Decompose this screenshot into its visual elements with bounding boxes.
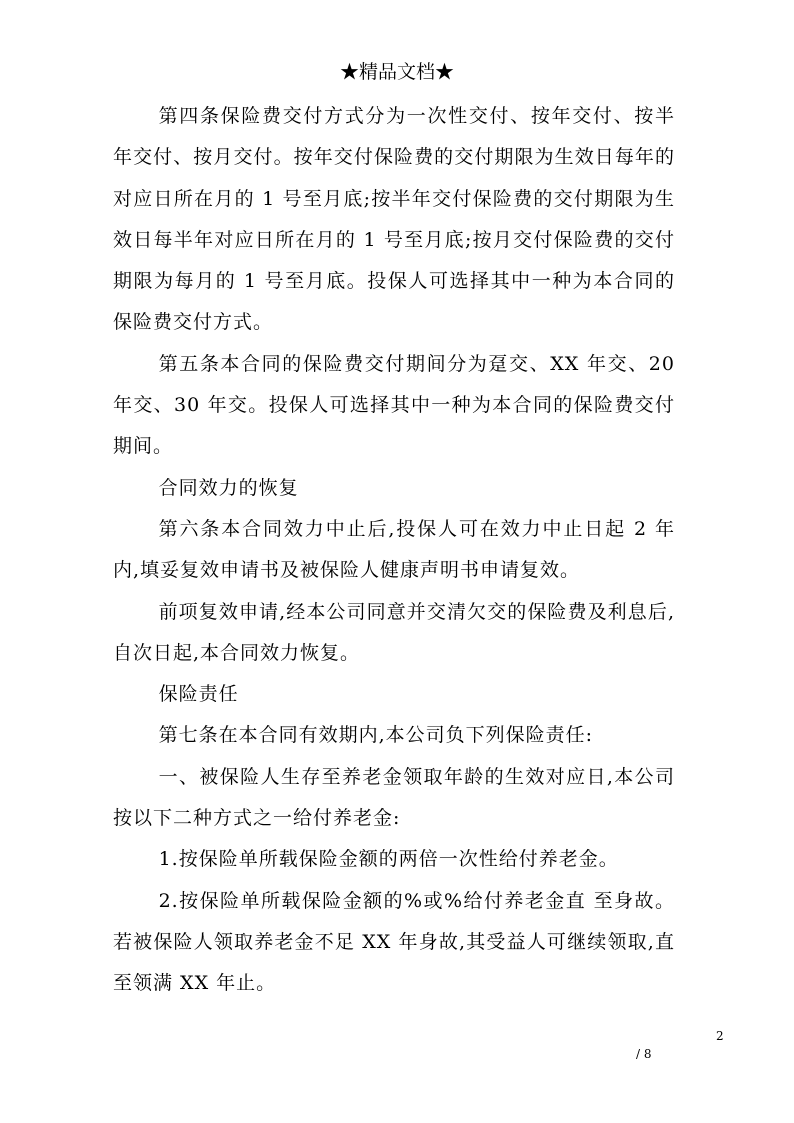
paragraph-option-2: 2.按保险单所载保险金额的%或%给付养老金直 至身故。若被保险人领取养老金不足 XX 年身故,其受益人可继续领取,直至领满 XX 年止。 bbox=[113, 889, 675, 995]
header-title: ★精品文档★ bbox=[339, 61, 454, 83]
paragraph-article-4: 第四条保险费交付方式分为一次性交付、按年交付、按半年交付、按月交付。按年交付保险费的交付期限为生效日每年的对应日所在月的 1 号至月底;按半年交付保险费的交付期限为生效日每半年对应日所在月的 1 号至月底;按月交付保险费的交付期限为每月的 1 号至月底。投保人可选择其中一种为本合同的保险费交付方式。 bbox=[113, 105, 675, 334]
paragraph-article-7: 第七条在本合同有效期内,本公司负下列保险责任: bbox=[158, 724, 594, 747]
page-number: 2 bbox=[716, 1029, 724, 1043]
page-total: / 8 bbox=[636, 1047, 652, 1061]
paragraph-reinstatement-application: 前项复效申请,经本公司同意并交清欠交的保险费及利息后,自次日起,本合同效力恢复。 bbox=[113, 600, 675, 664]
section-heading-insurance-liability: 保险责任 bbox=[158, 683, 239, 706]
document-header bbox=[0, 58, 794, 86]
paragraph-article-5: 第五条本合同的保险费交付期间分为趸交、XX 年交、20 年交、30 年交。投保人可选择其中一种为本合同的保险费交付期间。 bbox=[113, 352, 675, 458]
paragraph-clause-one: 一、被保险人生存至养老金领取年龄的生效对应日,本公司按以下二种方式之一给付养老金: bbox=[113, 765, 675, 830]
section-heading-contract-reinstatement: 合同效力的恢复 bbox=[158, 476, 299, 499]
paragraph-article-6: 第六条本合同效力中止后,投保人可在效力中止日起 2 年内,填妥复效申请书及被保险人健康声明书申请复效。 bbox=[113, 517, 675, 582]
paragraph-option-1: 1.按保险单所载保险金额的两倍一次性给付养老金。 bbox=[158, 848, 619, 871]
document-body bbox=[113, 96, 675, 1005]
